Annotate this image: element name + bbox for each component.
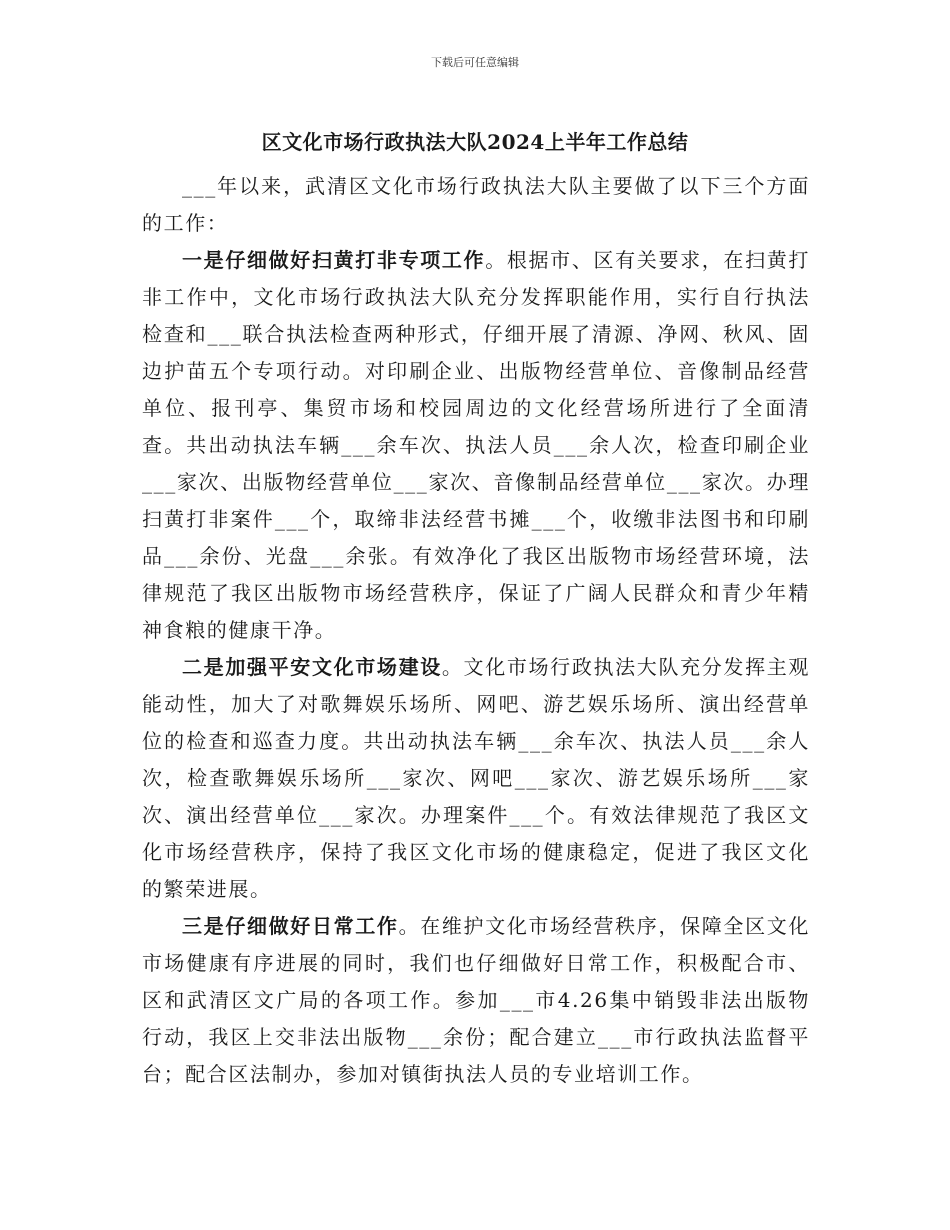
section-paragraph-1: [142, 242, 810, 649]
document-body: [142, 168, 810, 1093]
section-paragraph-3: [142, 908, 810, 1093]
section-text-2: 。文化市场行政执法大队充分发挥主观能动性，加大了对歌舞娱乐场所、网吧、游艺娱乐场所、演出经营单位的检查和巡查力度。共出动执法车辆___余车次、执法人员___余人次，检查歌舞娱乐场所___家次、网吧___家次、游艺娱乐场所___家次、演出经营单位___家次。办理案件___个。有效法律规范了我区文化市场经营秩序，保持了我区文化市场的健康稳定，促进了我区文化的繁荣进展。: [142, 655, 811, 901]
section-paragraph-2: [142, 649, 810, 908]
section-lead-1: 一是仔细做好扫黄打非专项工作: [182, 248, 486, 272]
section-lead-3: 三是仔细做好日常工作: [182, 914, 399, 938]
section-text-3: 。在维护文化市场经营秩序，保障全区文化市场健康有序进展的同时，我们也仔细做好日常工作，积极配合市、区和武清区文广局的各项工作。参加___市4.26集中销毁非法出版物行动，我区上交非法出版物___余份；配合建立___市行政执法监督平台；配合区法制办，参加对镇街执法人员的专业培训工作。: [142, 914, 811, 1086]
section-lead-2: 二是加强平安文化市场建设: [182, 655, 442, 679]
document-title: 区文化市场行政执法大队2024上半年工作总结: [261, 130, 689, 154]
page-header-note: 下载后可任意编辑: [431, 56, 519, 69]
section-text-1: 。根据市、区有关要求，在扫黄打非工作中，文化市场行政执法大队充分发挥职能作用，实行自行执法检查和___联合执法检查两种形式，仔细开展了清源、净网、秋风、固边护苗五个专项行动。对印刷企业、出版物经营单位、音像制品经营单位、报刊亭、集贸市场和校园周边的文化经营场所进行了全面清查。共出动执法车辆___余车次、执法人员___余人次，检查印刷企业___家次、出版物经营单位___家次、音像制品经营单位___家次。办理扫黄打非案件___个，取缔非法经营书摊___个，收缴非法图书和印刷品___余份、光盘___余张。有效净化了我区出版物市场经营环境，法律规范了我区出版物市场经营秩序，保证了广阔人民群众和青少年精神食粮的健康干净。: [142, 248, 810, 642]
intro-paragraph: ___年以来，武清区文化市场行政执法大队主要做了以下三个方面的工作：: [142, 174, 810, 235]
